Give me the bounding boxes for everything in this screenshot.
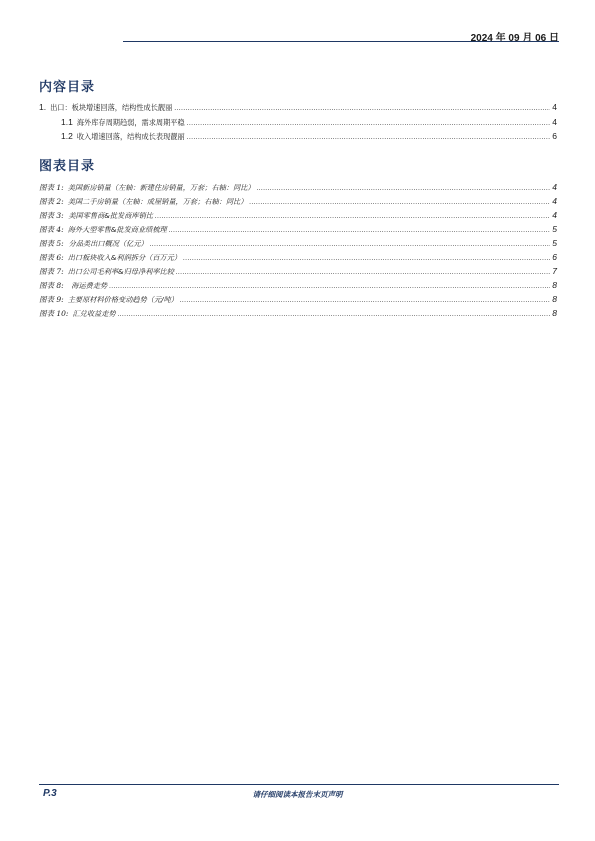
- figure-entry-page: 4: [552, 182, 557, 192]
- figure-entry[interactable]: [39, 280, 557, 290]
- figure-entry-number: 图表 6:: [39, 253, 64, 262]
- toc-entry[interactable]: [61, 131, 557, 141]
- figure-entry[interactable]: [39, 182, 557, 192]
- footer-divider: [39, 784, 559, 785]
- dot-leader: [169, 226, 551, 236]
- figure-entry-page: 5: [552, 224, 557, 234]
- figure-entry[interactable]: [39, 210, 557, 220]
- dot-leader: [155, 212, 550, 222]
- figure-entry-page: 5: [552, 238, 557, 248]
- toc-entry-number: 1.: [39, 102, 47, 112]
- figure-entry-number: 图表 7:: [39, 267, 64, 276]
- figure-entry-label: 美国零售商&批发商库销比: [68, 211, 153, 220]
- figure-entry-label: 汇兑收益走势: [72, 309, 116, 318]
- dot-leader: [187, 119, 551, 129]
- toc-title: 内容目录: [39, 80, 96, 95]
- dot-leader: [174, 104, 550, 114]
- toc-entry[interactable]: [61, 117, 557, 127]
- figure-entry-number: 图表 1:: [39, 183, 64, 192]
- figure-entry-label: 主要原材料价格变动趋势（元/吨）: [67, 295, 178, 304]
- figure-entry-number: 图表 3:: [39, 211, 64, 220]
- toc-entry-label: 出口：板块增速回落，结构性成长靓丽: [50, 103, 173, 112]
- figure-entry[interactable]: [39, 196, 557, 206]
- figure-entry-number: 图表 9:: [39, 295, 64, 304]
- figure-entry[interactable]: [39, 308, 557, 318]
- figure-entry-label: 海外大型零售&批发商业绩梳理: [67, 225, 167, 234]
- report-date: 2024 年 09 月 06 日: [470, 33, 559, 44]
- figure-entry-number: 图表 8:: [39, 281, 64, 290]
- figure-entry[interactable]: [39, 252, 557, 262]
- figure-entry-number: 图表 4:: [39, 225, 64, 234]
- toc-entry-number: 1.2: [61, 131, 73, 141]
- figure-entry[interactable]: [39, 224, 557, 234]
- page-number: P.3: [43, 788, 57, 799]
- figure-entry-label: 美国新房销量（左轴：新建住房销量，万套；右轴：同比）: [67, 183, 255, 192]
- figure-entry-page: 8: [552, 308, 557, 318]
- figure-entry-number: 图表 5:: [39, 239, 64, 248]
- dot-leader: [150, 240, 551, 250]
- dot-leader: [180, 296, 550, 306]
- figure-entry-number: 图表 2:: [39, 197, 64, 206]
- toc-entry-number: 1.1: [61, 117, 73, 127]
- dot-leader: [176, 268, 550, 278]
- toc-entry-page: 4: [552, 117, 557, 127]
- figure-entry-page: 6: [552, 252, 557, 262]
- figure-entry-page: 4: [552, 210, 557, 220]
- figure-entry[interactable]: [39, 294, 557, 304]
- dot-leader: [109, 282, 550, 292]
- figure-entry-label: 出口板块收入&利润拆分（百万元）: [67, 253, 182, 262]
- figure-entry-number: 图表 10:: [39, 309, 69, 318]
- figure-entry-page: 7: [552, 266, 557, 276]
- header-divider: [123, 41, 559, 42]
- toc-entry[interactable]: [39, 102, 557, 112]
- figure-entry-page: 8: [552, 294, 557, 304]
- figure-entry-label: 海运费走势: [71, 281, 108, 290]
- figure-entry-page: 4: [552, 196, 557, 206]
- figure-list-title: 图表目录: [39, 159, 96, 174]
- figure-entry-label: 美国二手房销量（左轴：成屋销量，万套；右轴：同比）: [67, 197, 248, 206]
- figure-entry-page: 8: [552, 280, 557, 290]
- toc-entry-page: 6: [552, 131, 557, 141]
- figure-entry[interactable]: [39, 266, 557, 276]
- dot-leader: [257, 184, 551, 194]
- dot-leader: [249, 198, 550, 208]
- toc-entry-label: 海外库存周期趋弱，需求周期平稳: [76, 118, 185, 127]
- footer-disclaimer: 请仔细阅读本报告末页声明: [252, 790, 343, 799]
- toc-entry-label: 收入增速回落，结构成长表现靓丽: [76, 132, 185, 141]
- figure-entry-label: 出口公司毛利率&归母净利率比较: [67, 267, 174, 276]
- dot-leader: [183, 254, 550, 264]
- dot-leader: [118, 310, 551, 320]
- toc-entry-page: 4: [552, 102, 557, 112]
- figure-entry-label: 分品类出口概况（亿元）: [68, 239, 148, 248]
- dot-leader: [187, 133, 551, 143]
- figure-entry[interactable]: [39, 238, 557, 248]
